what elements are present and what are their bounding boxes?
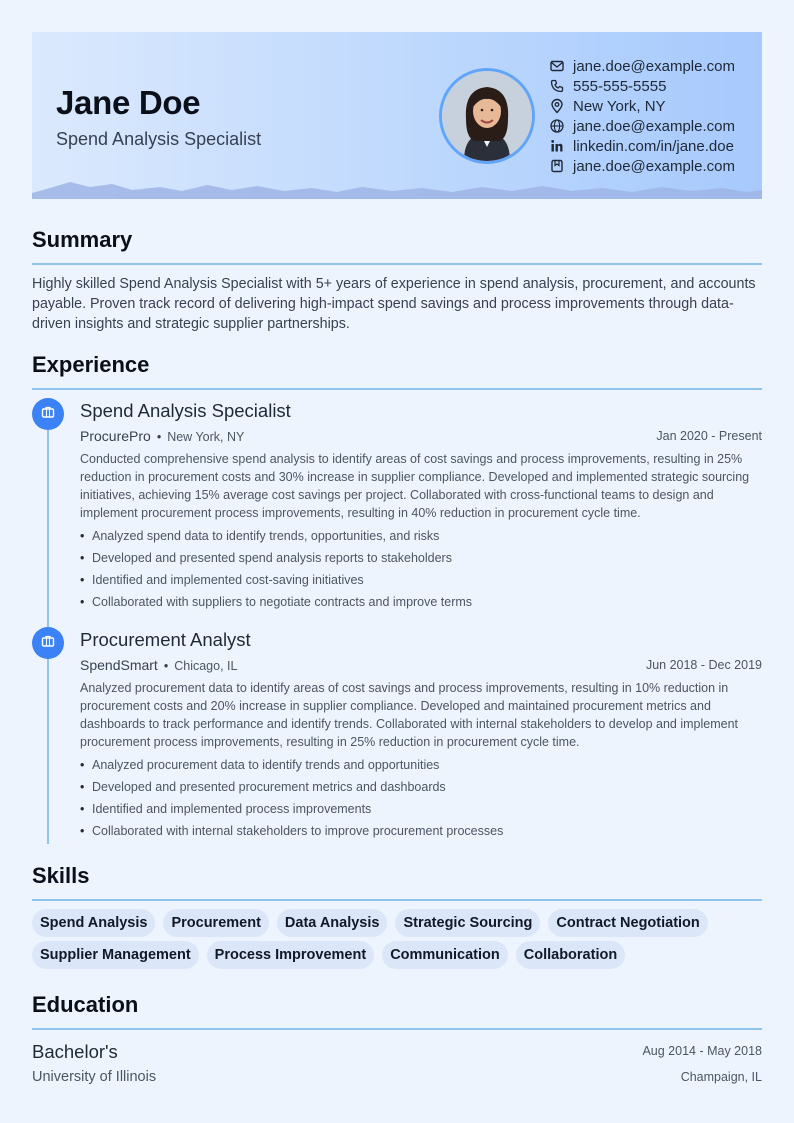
briefcase-icon: [41, 405, 55, 424]
job-bullet: • Identified and implemented cost-saving initiatives: [80, 569, 764, 591]
job-bullet: • Collaborated with suppliers to negotiate contracts and improve terms: [80, 591, 764, 613]
job-bullets: [80, 525, 764, 613]
skills-heading: Skills: [32, 863, 90, 888]
candidate-role: Spend Analysis Specialist: [56, 129, 262, 149]
contact-other[interactable]: [549, 156, 759, 176]
skills-row: [32, 941, 762, 969]
experience-heading: Experience: [32, 352, 150, 377]
experience-divider: [32, 388, 762, 390]
education-divider: [32, 1028, 762, 1030]
skill-chip: Communication: [382, 941, 508, 969]
profile-photo-image: [442, 71, 532, 161]
skill-chip: Contract Negotiation: [548, 909, 707, 937]
skill-chip: Collaboration: [516, 941, 625, 969]
meta-separator: •: [163, 659, 169, 673]
job-company-line: [80, 657, 237, 673]
mail-icon: [549, 58, 565, 74]
job-company: ProcurePro: [80, 428, 151, 444]
job-title: Spend Analysis Specialist: [80, 400, 291, 421]
header-wave-decoration: [32, 179, 762, 199]
job-bullet: • Identified and implemented process improvements: [80, 798, 764, 820]
skill-chip: Supplier Management: [32, 941, 199, 969]
skill-chip: Procurement: [163, 909, 268, 937]
contact-location-text: New York, NY: [573, 97, 666, 115]
job-bullets: [80, 754, 764, 842]
job-bullet: • Collaborated with internal stakeholders to improve procurement processes: [80, 820, 764, 842]
phone-icon: [549, 78, 565, 94]
education-degree: Bachelor's: [32, 1041, 118, 1062]
summary-text: Highly skilled Spend Analysis Specialist with 5+ years of experience in spend analysis, procurement, and accounts payable. Proven track record of delivering high-impact spend savings and process improvements through data-driven insights and strategic supplier partnerships.: [32, 276, 756, 332]
job-dot: [32, 398, 64, 430]
contact-list: [549, 56, 759, 176]
job-dates: Jan 2020 - Present: [656, 429, 762, 443]
job-bullet: • Developed and presented spend analysis reports to stakeholders: [80, 547, 764, 569]
skills-row: [32, 909, 762, 937]
job-bullet: • Developed and presented procurement metrics and dashboards: [80, 776, 764, 798]
briefcase-icon: [41, 634, 55, 653]
contact-other-text: jane.doe@example.com: [573, 157, 735, 175]
job-title: Procurement Analyst: [80, 629, 251, 650]
job-company-line: [80, 428, 244, 444]
globe-icon: [549, 118, 565, 134]
contact-linkedin[interactable]: [549, 136, 759, 156]
contact-phone-text: 555-555-5555: [573, 77, 667, 95]
education-location: Champaign, IL: [680, 1070, 762, 1084]
skills-divider: [32, 899, 762, 901]
skill-chip: Process Improvement: [207, 941, 375, 969]
contact-email[interactable]: [549, 56, 759, 76]
summary-heading: Summary: [32, 227, 133, 252]
contact-website[interactable]: [549, 116, 759, 136]
job-dates: Jun 2018 - Dec 2019: [645, 658, 762, 672]
skills-list: [32, 909, 762, 973]
contact-website-text: jane.doe@example.com: [573, 117, 735, 135]
job-description: Conducted comprehensive spend analysis to identify areas of cost savings and process improvements, resulting in 25% reduction in procurement costs and 30% increase in supplier compliance. Developed and implemented strategic sourcing initiatives, achieving 15% average cost savings per project. Collaborated with cross-functional teams to design and implement procurement process improvements, resulting in 40% reduction in procurement cycle time.: [80, 452, 750, 520]
linkedin-icon: [549, 138, 565, 154]
skill-chip: Strategic Sourcing: [395, 909, 540, 937]
education-dates: Aug 2014 - May 2018: [642, 1044, 762, 1058]
profile-photo: [439, 68, 535, 164]
job-description: Analyzed procurement data to identify areas of cost savings and process improvements, resulting in 10% reduction in procurement costs and 20% increase in supplier compliance. Developed and maintained procurement metrics and dashboards to track performance and identify trends. Collaborated with internal stakeholders to develop and implement procurement process improvements, resulting in 25% reduction in procurement cycle time.: [80, 681, 739, 749]
job-bullet: • Analyzed procurement data to identify trends and opportunities: [80, 754, 764, 776]
job-company: SpendSmart: [80, 657, 158, 673]
contact-email-text: jane.doe@example.com: [573, 57, 735, 75]
meta-separator: •: [156, 430, 162, 444]
job-dot: [32, 627, 64, 659]
summary-divider: [32, 263, 762, 265]
skill-chip: Spend Analysis: [32, 909, 155, 937]
job-location: New York, NY: [167, 430, 245, 444]
contact-location: [549, 96, 759, 116]
contact-linkedin-text: linkedin.com/in/jane.doe: [573, 137, 734, 155]
candidate-name: Jane Doe: [56, 84, 201, 121]
resume-header: [32, 32, 762, 199]
location-pin-icon: [549, 98, 565, 114]
education-school: University of Illinois: [32, 1069, 157, 1085]
job-location: Chicago, IL: [174, 659, 238, 673]
job-bullet: • Analyzed spend data to identify trends, opportunities, and risks: [80, 525, 764, 547]
contact-phone[interactable]: [549, 76, 759, 96]
education-heading: Education: [32, 992, 139, 1017]
bookmark-icon: [549, 158, 565, 174]
skill-chip: Data Analysis: [277, 909, 388, 937]
